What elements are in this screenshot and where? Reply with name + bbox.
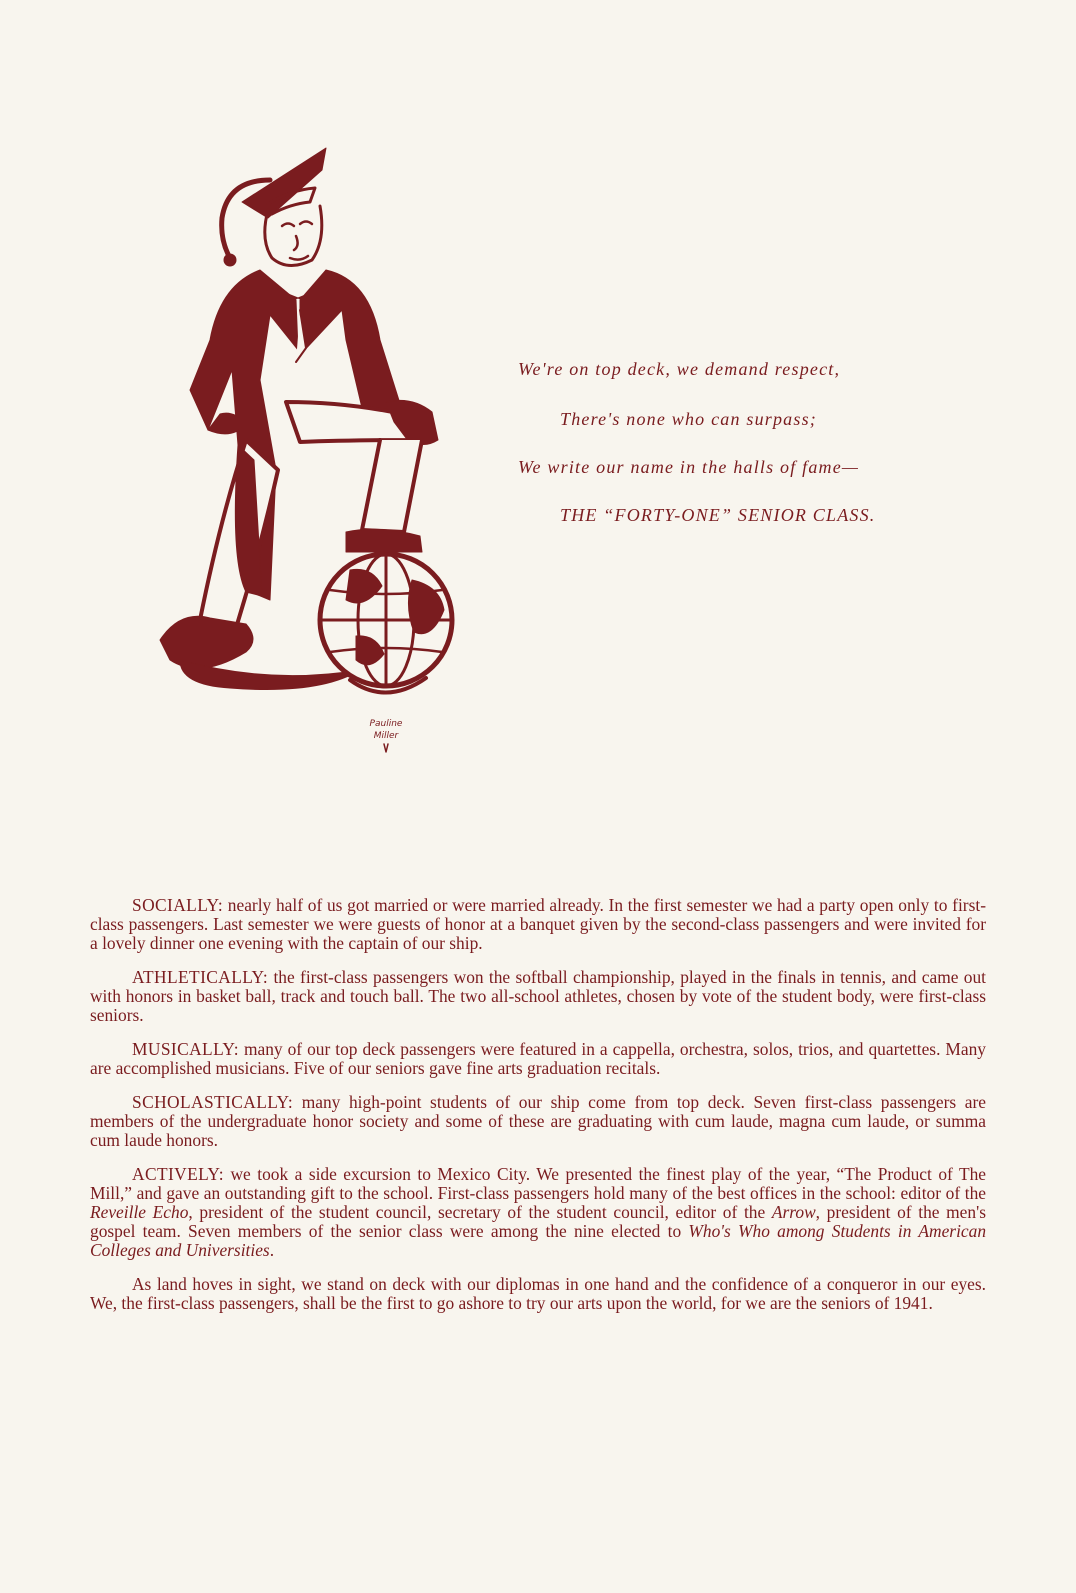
paragraph-body: the first-class passengers won the softball championship, played in the finals in tennis, and came out with honors in basket ball, track and touch ball. The two all-school athletes, chosen by vote of the student body, were first-class seniors. bbox=[90, 967, 986, 1025]
paragraph-label: SCHOLASTICALLY: bbox=[132, 1092, 294, 1112]
paragraph-label: ATHLETICALLY: bbox=[132, 967, 269, 987]
publication-title: Arrow bbox=[771, 1202, 816, 1222]
paragraph-body: . bbox=[269, 1240, 275, 1260]
class-summary-text bbox=[90, 896, 986, 1328]
poem-line-1: We're on top deck, we demand respect, bbox=[518, 359, 841, 379]
senior-cartoon-illustration bbox=[150, 140, 490, 760]
paragraph-body: nearly half of us got married or were married already. In the first semester we had a party open only to first-class passengers. Last semester we were guests of honor at a banquet given by the second-class passengers and were invited for a lovely dinner one evening with the captain of our ship. bbox=[90, 895, 986, 953]
paragraph-actively bbox=[90, 1165, 986, 1260]
paragraph-body: , president of the student council, secretary of the student council, editor of the bbox=[188, 1202, 772, 1222]
paragraph-label: MUSICALLY: bbox=[132, 1039, 239, 1059]
paragraph-body: , president of the men's gospel team. Seven members of the senior class were among the nine elected to bbox=[90, 1202, 987, 1241]
paragraph-body: As land hoves in sight, we stand on deck with our diplomas in one hand and the confidence of a conqueror in our eyes. We, the first-class passengers, shall be the first to go ashore to try our arts upon the world, for we are the seniors of 1941. bbox=[90, 1274, 986, 1313]
paragraph-label: SOCIALLY: bbox=[132, 895, 224, 915]
paragraph-scholastically bbox=[90, 1093, 986, 1150]
paragraph-body: we took a side excursion to Mexico City. We presented the finest play of the year, “The Product of The Mill,” and gave an outstanding gift to the school. First-class passengers hold many of the best offices in the school: editor of the bbox=[90, 1164, 986, 1203]
paragraph-musically bbox=[90, 1040, 986, 1078]
paragraph-label: ACTIVELY: bbox=[132, 1164, 225, 1184]
poem-line-3: We write our name in the halls of fame— bbox=[518, 457, 860, 477]
paragraph-body: many high-point students of our ship come from top deck. Seven first-class passengers are members of the undergraduate honor society and some of these are graduating with cum laude, magna cum laude, or summa cum laude honors. bbox=[90, 1092, 986, 1150]
poem-line-2: There's none who can surpass; bbox=[560, 409, 817, 429]
svg-text:Pauline: Pauline bbox=[369, 719, 403, 729]
poem-line-4: THE “FORTY-ONE” SENIOR CLASS. bbox=[560, 505, 876, 525]
paragraph-socially bbox=[90, 896, 986, 953]
publication-title: Reveille Echo bbox=[90, 1202, 189, 1222]
paragraph-athletically bbox=[90, 968, 986, 1025]
svg-text:Miller: Miller bbox=[373, 731, 399, 741]
paragraph-body: many of our top deck passengers were featured in a cappella, orchestra, solos, trios, and quartettes. Many are accomplished musicians. Five of our seniors gave fine arts graduation recitals. bbox=[90, 1039, 986, 1078]
publication-title: Who's Who among Students in American Colleges and Universities bbox=[90, 1221, 987, 1260]
paragraph-closing bbox=[90, 1275, 986, 1313]
